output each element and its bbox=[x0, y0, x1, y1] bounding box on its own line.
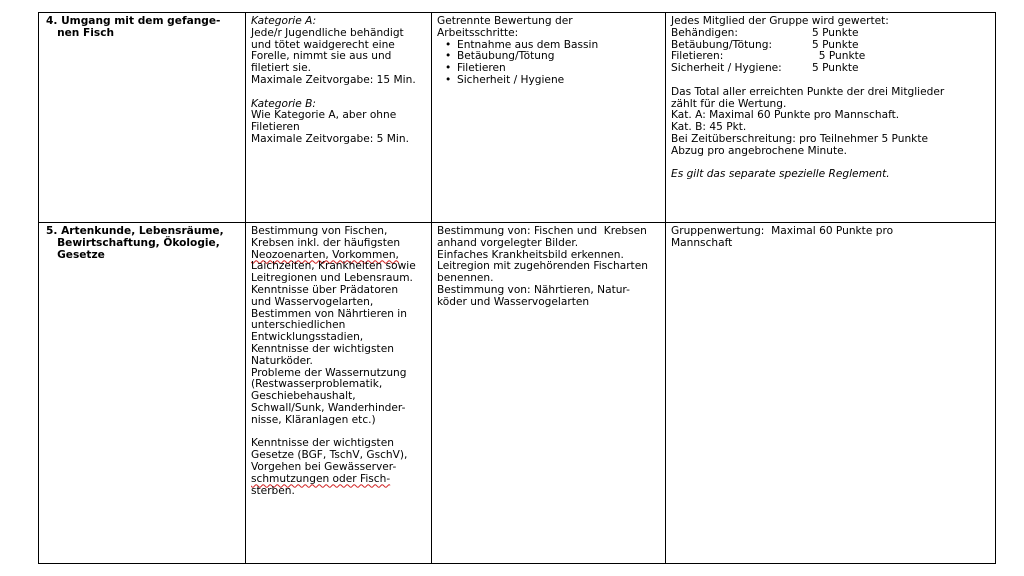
category-a-heading: Kategorie A: bbox=[251, 15, 317, 27]
row5-title-line: Gesetze bbox=[46, 248, 105, 261]
bullet-icon: • bbox=[445, 73, 452, 86]
score-row: Behändigen: 5 Punkte bbox=[671, 26, 859, 39]
row5-task-line: Probleme der Wassernutzung bbox=[251, 366, 407, 379]
eval-intro-line: Getrennte Bewertung der bbox=[437, 15, 573, 27]
row5-task-line: (Restwasserproblematik, bbox=[251, 378, 383, 391]
row5-task-line: schmutzungen oder Fisch- bbox=[251, 472, 391, 485]
time-penalty-line: Abzug pro angebrochene Minute. bbox=[671, 144, 848, 157]
list-item: • Sicherheit / Hygiene bbox=[445, 73, 565, 86]
cat-a-line: Maximale Zeitvorgabe: 15 Min. bbox=[251, 73, 416, 86]
row5-task-line: Bestimmen von Nährtieren in bbox=[251, 307, 407, 320]
cat-a-line: Forelle, nimmt sie aus und bbox=[251, 50, 392, 63]
row5-task-line: Laichzeiten, Krankheiten sowie bbox=[251, 260, 416, 273]
category-b-heading: Kategorie B: bbox=[251, 97, 316, 110]
table-row bbox=[39, 13, 996, 223]
row5-eval-line: anhand vorgelegter Bilder. bbox=[437, 236, 579, 249]
row5-task-line: Kenntnisse der wichtigsten bbox=[251, 342, 394, 355]
row4-task-cell bbox=[246, 13, 432, 223]
scoring-intro: Jedes Mitglied der Gruppe wird gewertet: bbox=[671, 15, 889, 27]
bullet-icon: • bbox=[445, 38, 452, 51]
reglement-note: Es gilt das separate spezielle Reglement. bbox=[671, 168, 890, 181]
row5-scoring-cell bbox=[666, 223, 996, 564]
row5-eval-line: benennen. bbox=[437, 272, 494, 285]
row5-eval-line: Leitregion mit zugehörenden Fischarten bbox=[437, 260, 648, 273]
score-row: Filetieren: 5 Punkte bbox=[671, 50, 866, 63]
row5-task-line: Bestimmung von Fischen, bbox=[251, 225, 388, 237]
row4-title-line: 4. Umgang mit dem gefange- bbox=[46, 15, 221, 27]
row5-task-line: Leitregionen und Lebensraum. bbox=[251, 272, 413, 285]
time-penalty-line: Bei Zeitüberschreitung: pro Teilnehmer 5 Punkte bbox=[671, 132, 928, 145]
row5-task-line: Krebsen inkl. der häufigsten bbox=[251, 236, 401, 249]
row5-task-line: Kenntnisse der wichtigsten bbox=[251, 437, 394, 450]
row5-task-line: Gesetze (BGF, TschV, GschV), bbox=[251, 449, 408, 462]
row5-eval-line: Bestimmung von: Fischen und Krebsen bbox=[437, 225, 647, 237]
row4-evaluation-cell bbox=[432, 13, 666, 223]
row5-task-line: Naturköder. bbox=[251, 354, 313, 367]
cat-a-line: und tötet waidgerecht eine bbox=[251, 38, 395, 51]
kat-a-max: Kat. A: Maximal 60 Punkte pro Mannschaft. bbox=[671, 109, 900, 122]
row4-scoring-cell bbox=[666, 13, 996, 223]
bullet-icon: • bbox=[445, 50, 452, 63]
cat-b-line: Maximale Zeitvorgabe: 5 Min. bbox=[251, 132, 409, 145]
score-row: Sicherheit / Hygiene: 5 Punkte bbox=[671, 62, 859, 75]
cat-a-line: filetiert sie. bbox=[251, 62, 311, 75]
score-row: Betäubung/Tötung: 5 Punkte bbox=[671, 38, 859, 51]
cat-a-line: Jede/r Jugendliche behändigt bbox=[251, 26, 404, 39]
row5-eval-line: Bestimmung von: Nährtieren, Natur- bbox=[437, 283, 630, 296]
cat-b-line: Filetieren bbox=[251, 121, 300, 134]
row5-score-line: Mannschaft bbox=[671, 236, 733, 249]
row5-task-line: Neozoenarten, Vorkommen, bbox=[251, 248, 399, 261]
row5-title-cell bbox=[39, 223, 246, 564]
list-item: • Betäubung/Tötung bbox=[445, 50, 555, 63]
row5-task-line: unterschiedlichen bbox=[251, 319, 346, 332]
row5-eval-line: Einfaches Krankheitsbild erkennen. bbox=[437, 248, 624, 261]
table-row bbox=[39, 223, 996, 564]
row4-title-line: nen Fisch bbox=[46, 26, 115, 39]
row5-task-line: Schwall/Sunk, Wanderhinder- bbox=[251, 401, 406, 414]
row5-task-line: sterben. bbox=[251, 484, 295, 497]
row5-title-line: Bewirtschaftung, Ökologie, bbox=[46, 236, 220, 249]
row5-task-line: Vorgehen bei Gewässerver- bbox=[251, 460, 397, 473]
row5-score-line: Gruppenwertung: Maximal 60 Punkte pro bbox=[671, 225, 894, 237]
bullet-icon: • bbox=[445, 62, 452, 75]
row5-evaluation-cell bbox=[432, 223, 666, 564]
total-line: Das Total aller erreichten Punkte der drei Mitglieder bbox=[671, 85, 945, 98]
row5-task-line: und Wasservogelarten, bbox=[251, 295, 374, 308]
row4-title-cell bbox=[39, 13, 246, 223]
list-item: • Entnahme aus dem Bassin bbox=[445, 38, 599, 51]
row5-task-line: Kenntnisse über Prädatoren bbox=[251, 283, 399, 296]
total-line: zählt für die Wertung. bbox=[671, 97, 787, 110]
row5-task-line: Geschiebehaushalt, bbox=[251, 390, 356, 403]
row5-task-line: nisse, Kläranlagen etc.) bbox=[251, 413, 376, 426]
row5-title-line: 5. Artenkunde, Lebensräume, bbox=[46, 225, 224, 237]
criteria-table bbox=[38, 12, 996, 564]
eval-intro-line: Arbeitsschritte: bbox=[437, 26, 519, 39]
list-item: • Filetieren bbox=[445, 62, 506, 75]
row5-eval-line: köder und Wasservogelarten bbox=[437, 295, 590, 308]
row5-task-line: Entwicklungsstadien, bbox=[251, 331, 364, 344]
cat-b-line: Wie Kategorie A, aber ohne bbox=[251, 109, 397, 122]
kat-b-max: Kat. B: 45 Pkt. bbox=[671, 121, 747, 134]
row5-task-cell bbox=[246, 223, 432, 564]
work-steps-list bbox=[437, 40, 660, 87]
